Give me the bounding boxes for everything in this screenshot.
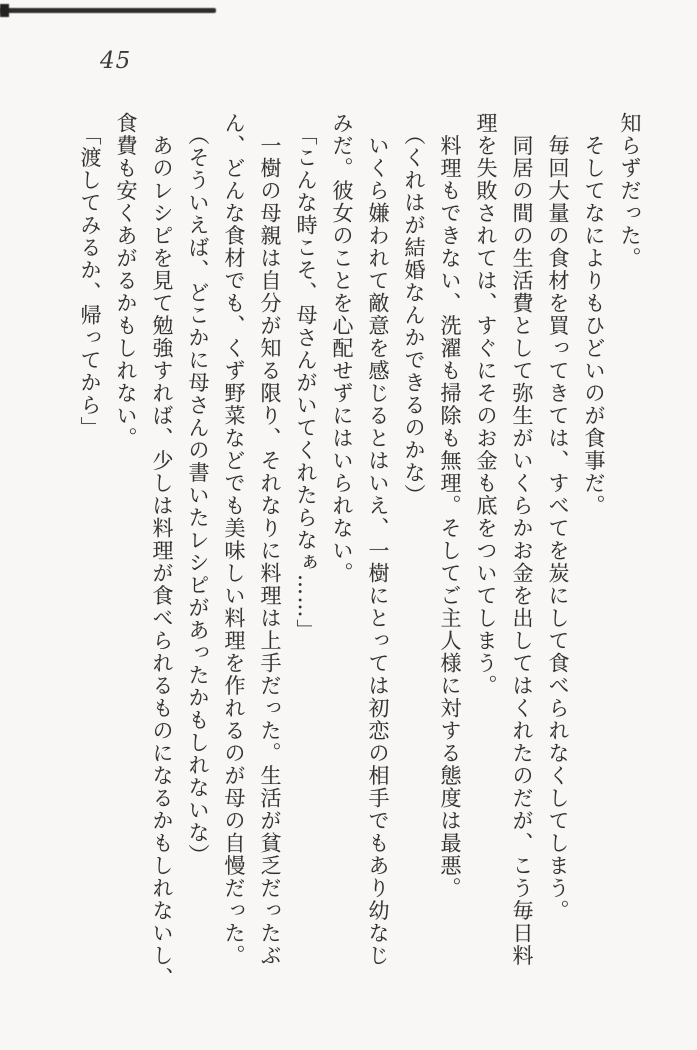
text-line: （くれはが結婚なんかできるのかな） [402,112,426,507]
text-line: 理を失敗されては、すぐにそのお金も底をついてしまう。 [474,112,498,697]
text-line: 同居の間の生活費として弥生がいくらかお金を出してはくれたのだが、こう毎日料 [510,112,534,967]
text-line: 食費も安くあがるかもしれない。 [114,112,138,450]
scan-edge-artifact [0,8,216,13]
text-line: 「渡してみるか、帰ってから」 [78,112,102,439]
scan-corner-artifact [0,4,9,17]
text-line: みだ。彼女のことを心配せずにはいられない。 [330,112,354,585]
text-line: 知らずだった。 [618,112,642,270]
text-block [72,112,648,1000]
text-line: ん、どんな食材でも、くず野菜などでも美味しい料理を作れるのが母の自慢だった。 [222,112,246,967]
text-line: 「こんな時こそ、母さんがいてくれたらなぁ……」 [294,112,318,642]
page-number: 45 [100,48,132,74]
text-line: （そういえば、どこかに母さんの書いたレシピがあったかもしれないな） [186,112,210,867]
text-line: 一樹の母親は自分が知る限り、それなりに料理は上手だった。生活が貧乏だったぶ [258,112,282,967]
text-line: 毎回大量の食材を買ってきては、すべてを炭にして食べられなくしてしまう。 [546,112,570,922]
text-line: そしてなによりもひどいのが食事だ。 [582,112,606,517]
text-line: あのレシピを見て勉強すれば、少しは料理が食べられるものになるかもしれないし、 [150,112,174,990]
text-line: いくら嫌われて敵意を感じるとはいえ、一樹にとっては初恋の相手でもあり幼なじ [366,112,390,967]
text-line: 料理もできない、洗濯も掃除も無理。そしてご主人様に対する態度は最悪。 [438,112,462,900]
